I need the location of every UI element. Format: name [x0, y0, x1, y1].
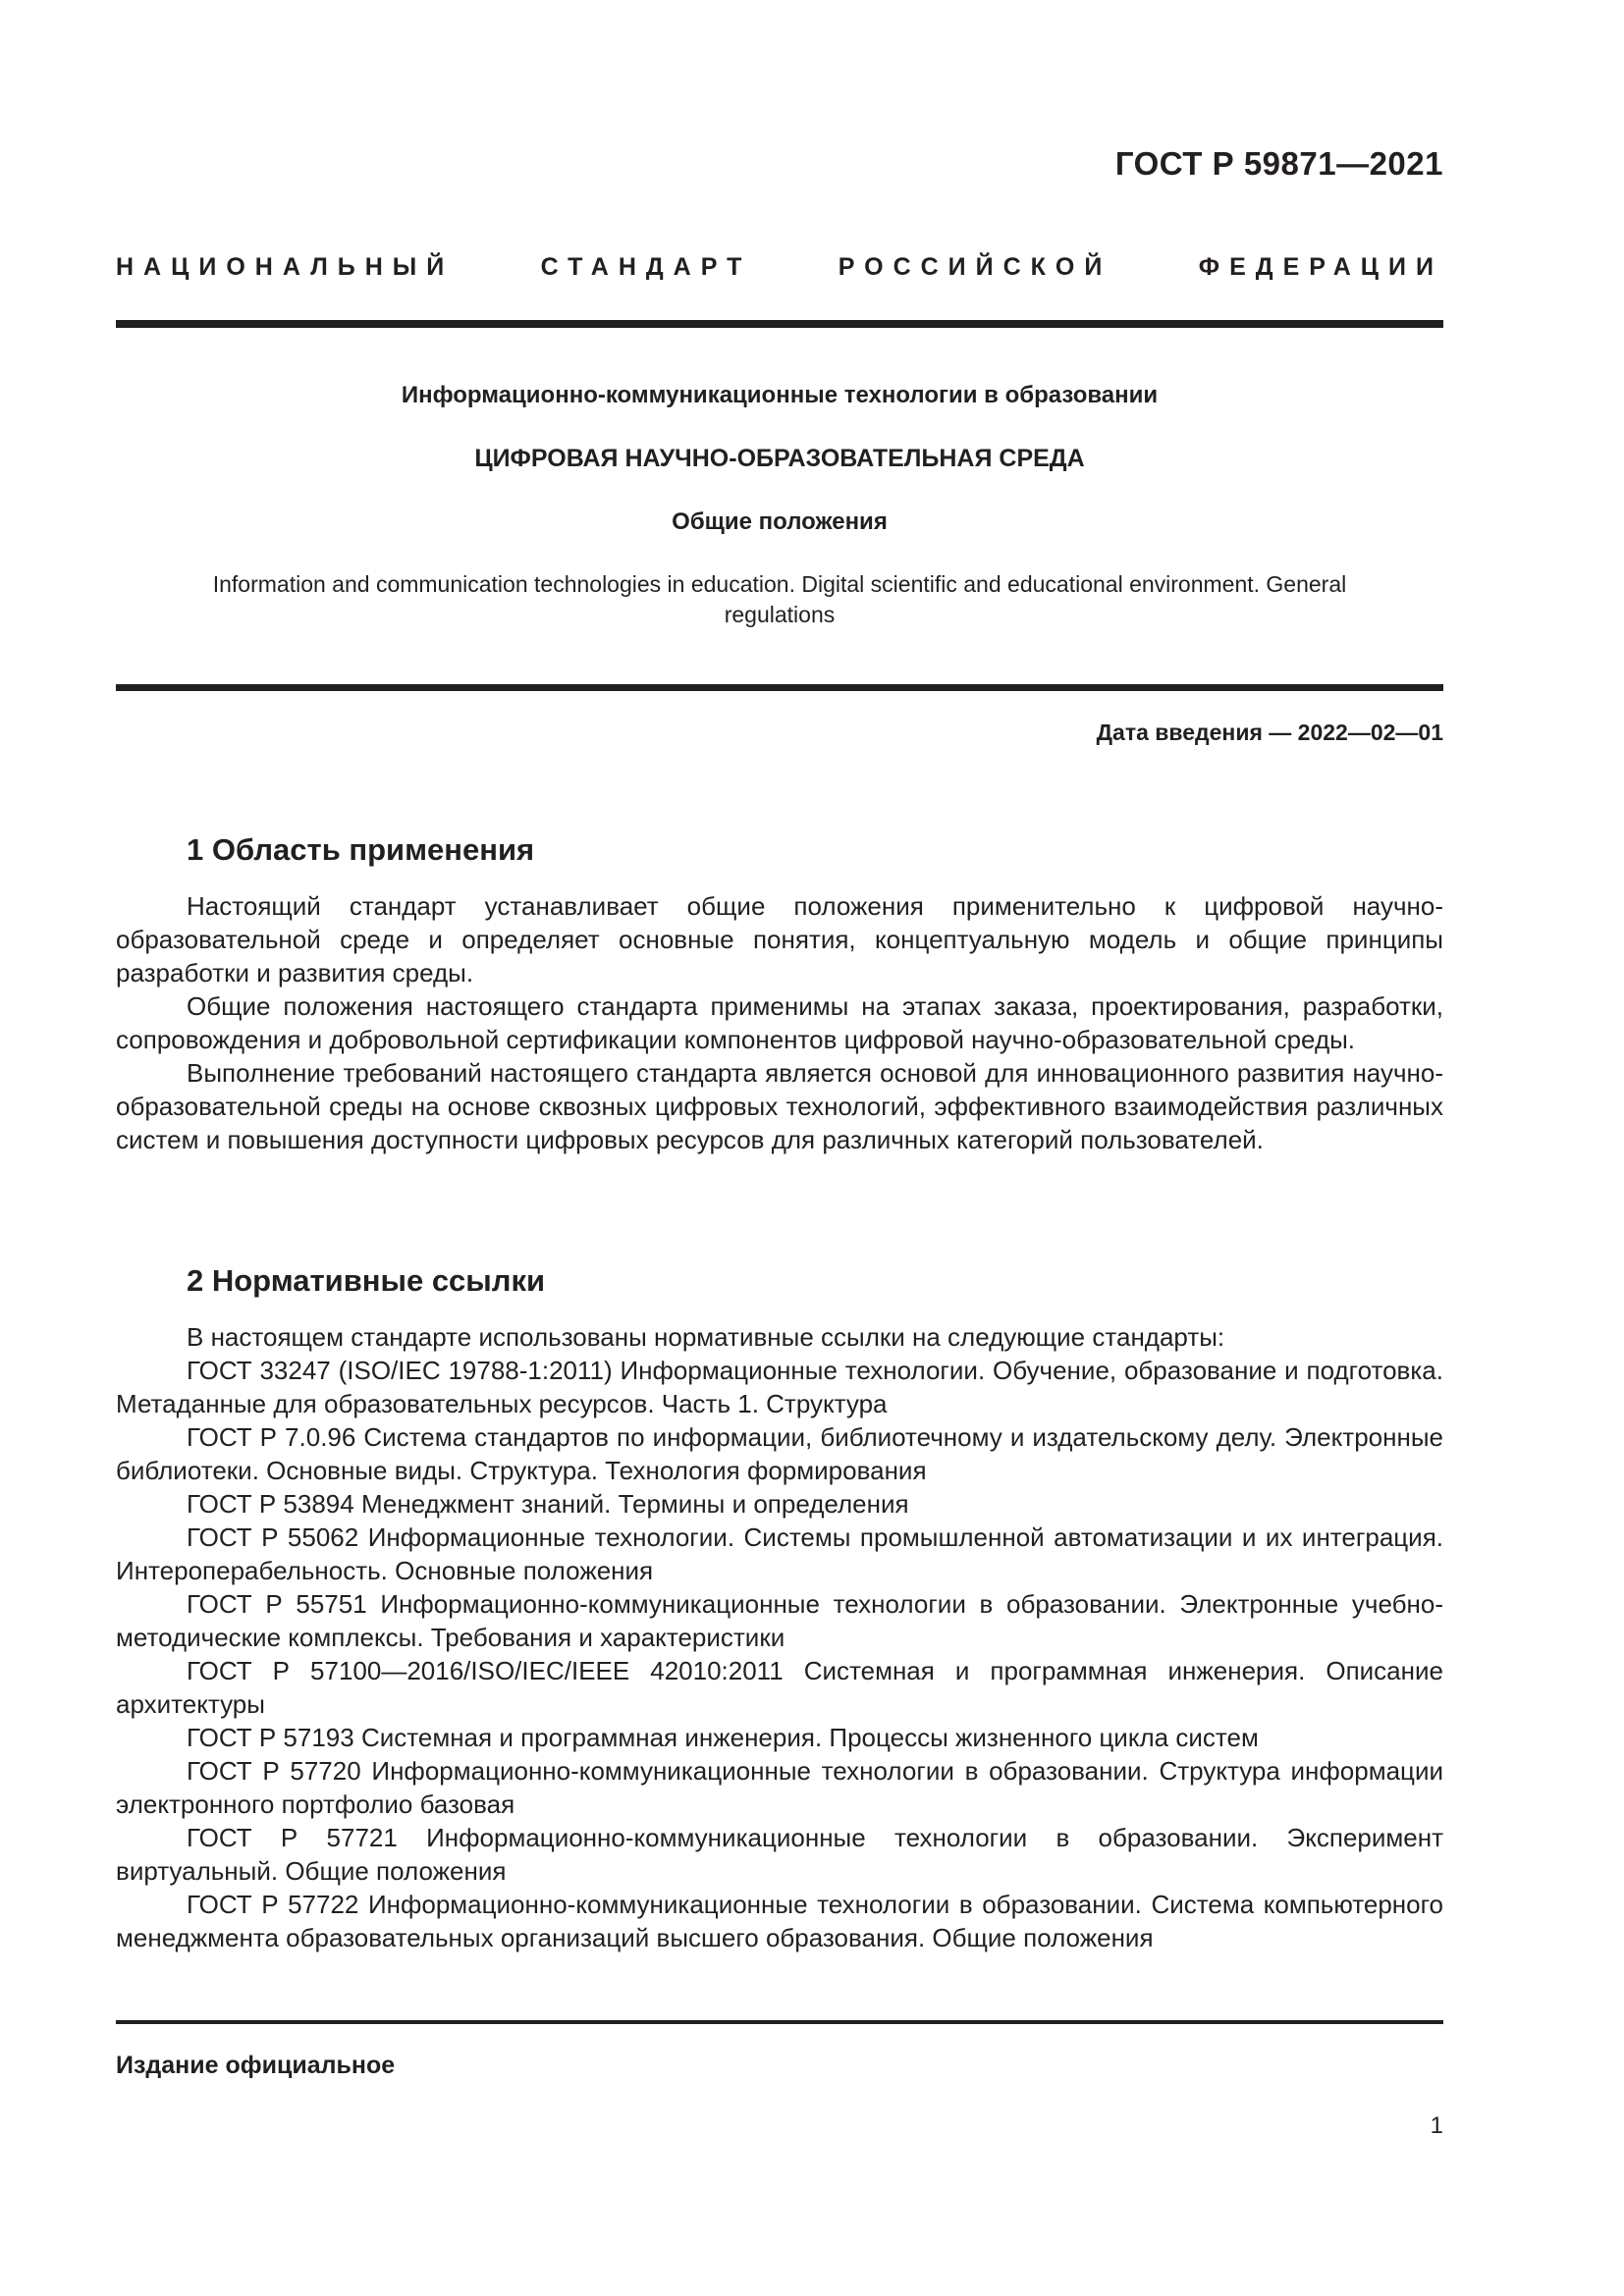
section-2-heading: 2 Нормативные ссылки — [187, 1263, 546, 1298]
reference-item: ГОСТ Р 55062 Информационные технологии. Системы промышленной автоматизации и их интеграция. Интероперабельность. Основные положения — [116, 1522, 1443, 1585]
reference-item: ГОСТ 33247 (ISO/IEC 19788-1:2011) Информационные технологии. Обучение, образование и подготовка. Метаданные для образовательных ресурсов. Часть 1. Структура — [116, 1356, 1443, 1418]
standard-subject: Информационно-коммуникационные технологии в образовании — [401, 382, 1159, 408]
document-number: ГОСТ Р 59871—2021 — [1114, 145, 1443, 182]
paragraph: В настоящем стандарте использованы нормативные ссылки на следующие стандарты: — [187, 1322, 1225, 1352]
page-number: 1 — [1430, 2112, 1443, 2139]
standard-title: ЦИФРОВАЯ НАУЧНО-ОБРАЗОВАТЕЛЬНАЯ СРЕДА — [474, 445, 1085, 472]
section-1-heading: 1 Область применения — [187, 832, 535, 867]
standard-part-title: Общие положения — [672, 508, 888, 535]
reference-item: ГОСТ Р 57193 Системная и программная инженерия. Процессы жизненного цикла систем — [187, 1723, 1259, 1752]
national-standard-header: НАЦИОНАЛЬНЫЙ СТАНДАРТ РОССИЙСКОЙ ФЕДЕРАЦИИ — [116, 253, 1443, 281]
section-2-body — [116, 1320, 1443, 1954]
reference-item: ГОСТ Р 53894 Менеджмент знаний. Термины и определения — [187, 1489, 909, 1519]
reference-item: ГОСТ Р 55751 Информационно-коммуникационные технологии в образовании. Электронные учебно-методические комплексы. Требования и характеристики — [116, 1589, 1443, 1652]
paragraph: Настоящий стандарт устанавливает общие положения применительно к цифровой научно-образовательной среде и определяет основные понятия, концептуальную модель и общие принципы разработки и развития среды. — [116, 891, 1443, 988]
reference-item: ГОСТ Р 57100—2016/ISO/IEC/IEEE 42010:2011 Системная и программная инженерия. Описание архитектуры — [116, 1656, 1443, 1719]
reference-item: ГОСТ Р 57720 Информационно-коммуникационные технологии в образовании. Структура информации электронного портфолио базовая — [116, 1756, 1443, 1819]
reference-item: ГОСТ Р 57722 Информационно-коммуникационные технологии в образовании. Система компьютерного менеджмента образовательных организаций высшего образования. Общие положения — [116, 1890, 1443, 1952]
introduction-date: Дата введения — 2022—02—01 — [1096, 720, 1443, 745]
official-edition-label: Издание официальное — [116, 2052, 396, 2079]
section-1-body — [116, 889, 1443, 1156]
reference-item: ГОСТ Р 7.0.96 Система стандартов по информации, библиотечному и издательскому делу. Электронные библиотеки. Основные виды. Структура. Технология формирования — [116, 1422, 1443, 1485]
footer-divider — [116, 2020, 1443, 2024]
title-divider — [116, 684, 1443, 691]
english-title: Information and communication technologies in education. Digital scientific and educational environment. General regulations — [212, 571, 1347, 627]
header-divider — [116, 320, 1443, 328]
paragraph: Выполнение требований настоящего стандарта является основой для инновационного развития научно-образовательной среды на основе сквозных цифровых технологий, эффективного взаимодействия различных систем и повышения доступности цифровых ресурсов для различных категорий пользователей. — [116, 1058, 1443, 1154]
paragraph: Общие положения настоящего стандарта применимы на этапах заказа, проектирования, разработки, сопровождения и добровольной сертификации компонентов цифровой научно-образовательной среды. — [116, 991, 1443, 1054]
reference-item: ГОСТ Р 57721 Информационно-коммуникационные технологии в образовании. Эксперимент виртуальный. Общие положения — [116, 1823, 1443, 1886]
